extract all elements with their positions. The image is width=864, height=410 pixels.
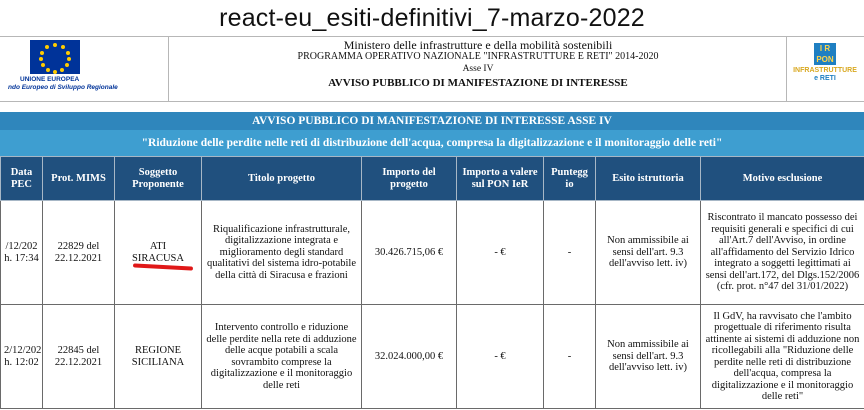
col-header-importo: Importo del progetto xyxy=(362,157,457,201)
col-header-soggetto: Soggetto Proponente xyxy=(115,157,202,201)
pon-mark-icon: I R PON xyxy=(814,43,836,65)
cell-prot: 22845 del 22.12.2021 xyxy=(43,305,115,409)
eu-fund-name: ndo Europeo di Sviluppo Regionale xyxy=(8,84,118,91)
ministry-name: Ministero delle infrastrutture e della mobilità sostenibili xyxy=(343,38,613,52)
pon-logo-text: INFRASTRUTTURE xyxy=(793,67,857,74)
program-name: PROGRAMMA OPERATIVO NAZIONALE "INFRASTRUTTURE E RETI" 2014-2020 xyxy=(297,51,659,62)
col-header-importo-pon: Importo a valere sul PON IeR xyxy=(457,157,544,201)
pon-logo-subtext: e RETI xyxy=(814,75,836,82)
col-header-punteggio: Puntegg io xyxy=(544,157,596,201)
cell-data-pec: /12/202 h. 17:34 xyxy=(1,201,43,305)
cell-motivo: Il GdV, ha ravvisato che l'ambito progettuale di riferimento risulta attinente ai sistemi di adduzione non ricollegabili alla "Riduzione delle perdite nelle reti di distribuzione dell'acqua, compresa la digitalizzazione e il monitoraggio delle reti" xyxy=(701,305,864,409)
col-header-motivo: Motivo esclusione xyxy=(701,157,864,201)
cell-prot: 22829 del 22.12.2021 xyxy=(43,201,115,305)
eu-logo xyxy=(8,40,158,96)
table-row xyxy=(1,305,864,409)
eu-name: UNIONE EUROPEA xyxy=(20,76,80,83)
table-row xyxy=(1,201,864,305)
table-header-row xyxy=(1,157,864,201)
document-header xyxy=(0,36,864,102)
cell-importo-pon: - € xyxy=(457,201,544,305)
cell-esito: Non ammissibile ai sensi dell'art. 9.3 dell'avviso lett. iv) xyxy=(596,305,701,409)
cell-importo-pon: - € xyxy=(457,305,544,409)
eu-flag-icon xyxy=(30,40,80,74)
cell-punteggio: - xyxy=(544,305,596,409)
col-header-prot: Prot. MIMS xyxy=(43,157,115,201)
section-subtitle: "Riduzione delle perdite nelle reti di distribuzione dell'acqua, compresa la digitalizzazione e il monitoraggio delle reti" xyxy=(0,130,864,156)
cell-titolo: Riqualificazione infrastrutturale, digitalizzazione integrata e miglioramento degli standard qualitativi del sistema idro-potabile della città di Siracusa e frazioni xyxy=(202,201,362,305)
notice-title: AVVISO PUBBLICO DI MANIFESTAZIONE DI INTERESSE xyxy=(328,77,628,89)
cell-soggetto: REGIONE SICILIANA xyxy=(115,305,202,409)
header-titles xyxy=(172,39,784,89)
header-divider xyxy=(786,37,787,101)
pon-logo xyxy=(790,43,860,93)
col-header-esito: Esito istruttoria xyxy=(596,157,701,201)
image-caption: react-eu_esiti-definitivi_7-marzo-2022 xyxy=(0,0,864,36)
header-divider xyxy=(168,37,169,101)
cell-soggetto: ATI SIRACUSA xyxy=(115,201,202,305)
cell-importo: 30.426.715,06 € xyxy=(362,201,457,305)
cell-esito: Non ammissibile ai sensi dell'art. 9.3 dell'avviso lett. iv) xyxy=(596,201,701,305)
cell-data-pec: 2/12/202 h. 12:02 xyxy=(1,305,43,409)
red-underline-mark xyxy=(133,263,193,270)
cell-importo: 32.024.000,00 € xyxy=(362,305,457,409)
section-banner: AVVISO PUBBLICO DI MANIFESTAZIONE DI INTERESSE ASSE IV xyxy=(0,112,864,130)
axis-label: Asse IV xyxy=(462,64,494,74)
cell-titolo: Intervento controllo e riduzione delle perdite nella rete di adduzione delle acque potabili a scala sovrambito comprese la digitalizzazione e il monitoraggio delle reti xyxy=(202,305,362,409)
cell-motivo: Riscontrato il mancato possesso dei requisiti generali e specifici di cui all'Art.7 dell'Avviso, in ordine all'affidamento del Servizio Idrico integrato a soggetti legittimati ai sensi dell'art.172, del Dlgs.152/2006 (cfr. prot. n°47 del 31/01/2022) xyxy=(701,201,864,305)
col-header-data: Data PEC xyxy=(1,157,43,201)
cell-punteggio: - xyxy=(544,201,596,305)
results-table xyxy=(0,156,864,409)
col-header-titolo: Titolo progetto xyxy=(202,157,362,201)
